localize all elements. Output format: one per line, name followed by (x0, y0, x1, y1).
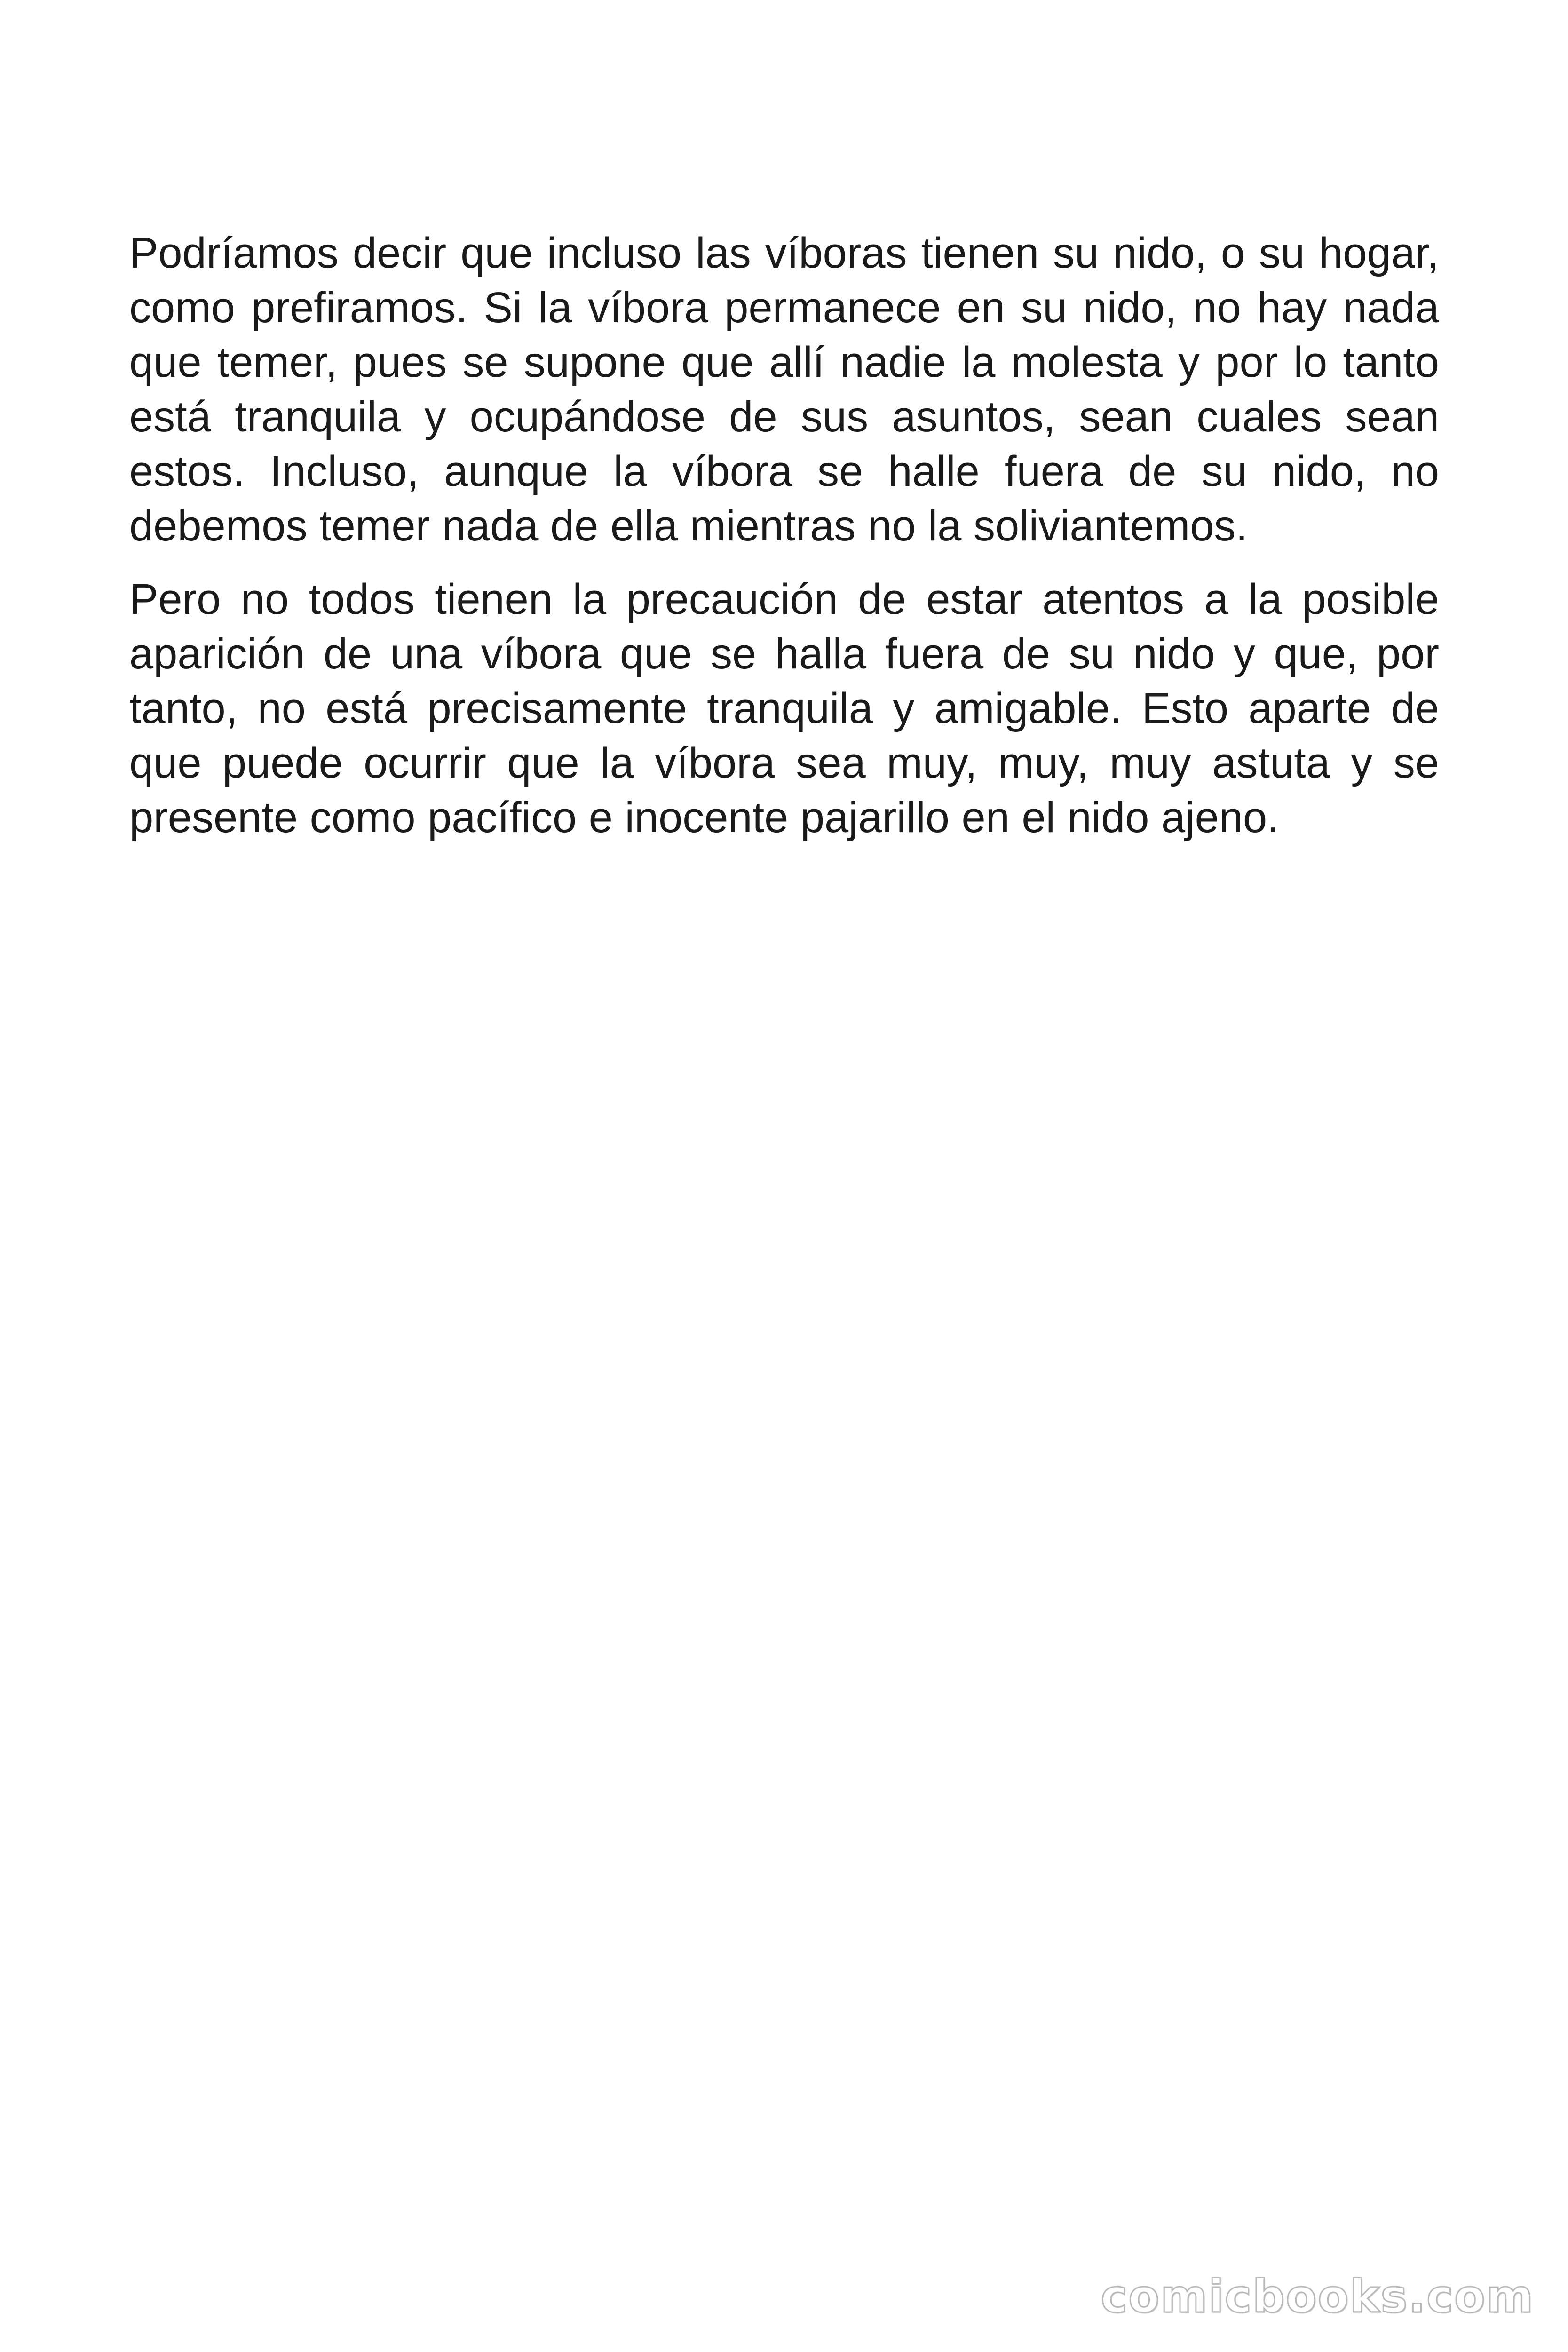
watermark: comicbooks.com (1101, 2270, 1534, 2323)
body-text (129, 226, 1439, 864)
paragraph-1: Podríamos decir que incluso las víboras tienen su nido, o su hogar, como prefiramos. Si la víbora permanece en su nido, no hay nada que temer, pues se supone que allí nadie la molesta y por lo tanto está tranquila y ocupándose de sus asuntos, sean cuales sean estos. Incluso, aunque la víbora se halle fuera de su nido, no debemos temer nada de ella mientras no la soliviantemos. (129, 229, 1439, 550)
paragraph-2: Pero no todos tienen la precaución de estar atentos a la posible aparición de una víbora que se halla fuera de su nido y que, por tanto, no está precisamente tranquila y amigable. Esto aparte de que puede ocurrir que la víbora sea muy, muy, muy astuta y se presente como pacífico e inocente pajarillo en el nido ajeno. (129, 575, 1439, 842)
